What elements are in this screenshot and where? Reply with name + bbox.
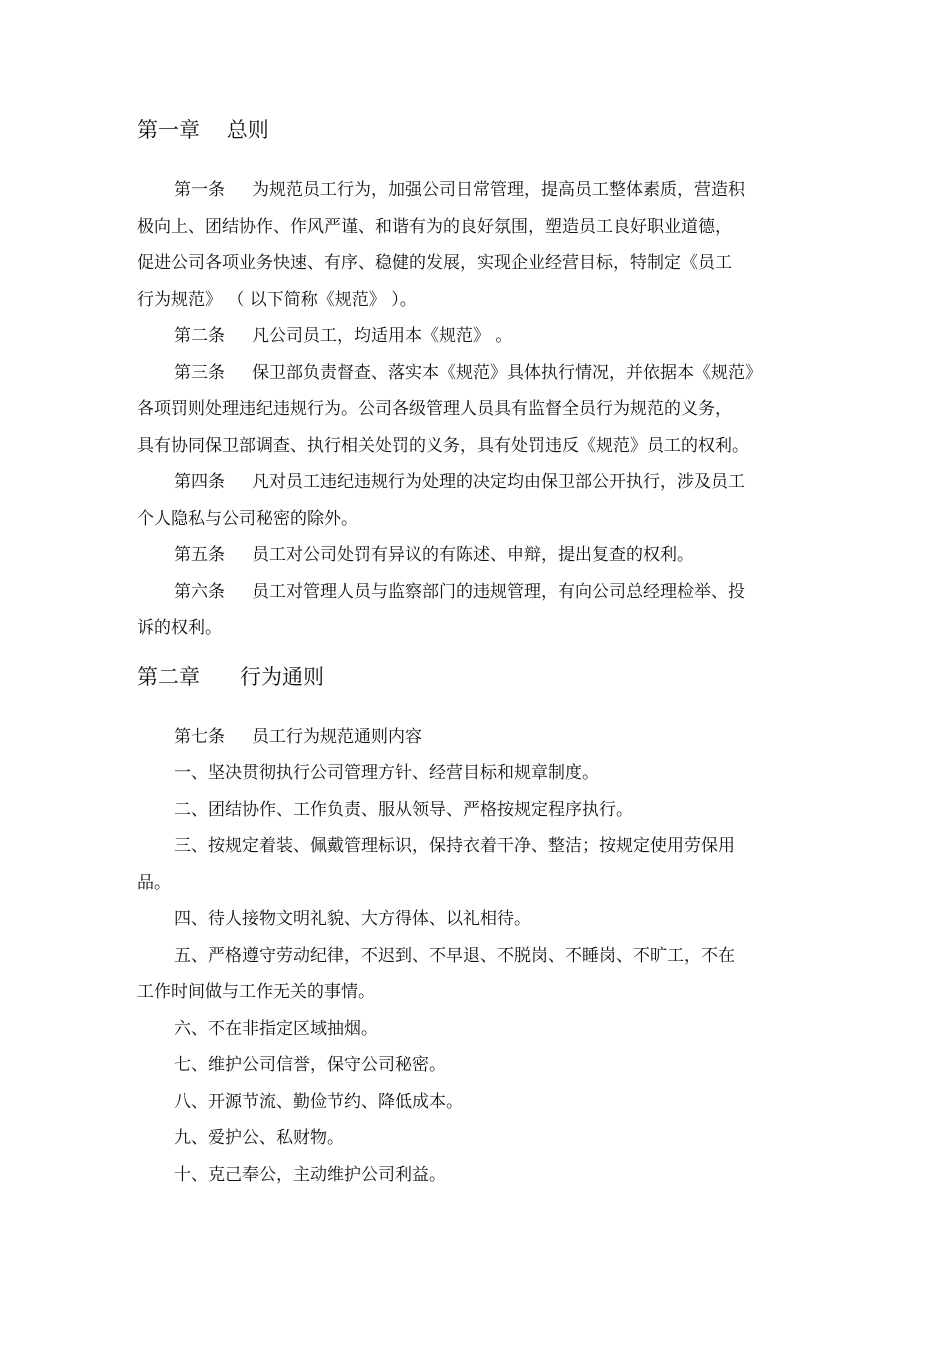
article-7: 第七条 员工行为规范通则内容 [174, 726, 423, 747]
list-item: 六、不在非指定区域抽烟。 [174, 1018, 378, 1039]
article-3 [137, 355, 787, 465]
document-page [137, 110, 787, 1193]
article-4-line: 个人隐私与公司秘密的除外。 [137, 508, 358, 529]
article-2: 第二条 凡公司员工，均适用本《规范》 。 [174, 326, 513, 346]
list-item: 八、开源节流、勤俭节约、降低成本。 [174, 1091, 463, 1112]
list-item-line: 三、按规定着装、佩戴管理标识，保持衣着干净、整洁；按规定使用劳保用 [174, 836, 735, 856]
list-item [137, 938, 787, 1011]
article-6-line: 第六条 员工对管理人员与监察部门的违规管理，有向公司总经理检举、投 [174, 581, 746, 602]
list-item [137, 828, 787, 901]
article-1-line: 行为规范》 （ 以下简称《规范》 ）。 [137, 289, 417, 310]
article-3-line: 第三条 保卫部负责督查、落实本《规范》具体执行情况，并依据本《规范》 [174, 362, 763, 383]
list-item: 二、团结协作、工作负责、服从领导、严格按规定程序执行。 [174, 799, 633, 820]
list-item: 一、坚决贯彻执行公司管理方针、经营目标和规章制度。 [174, 763, 599, 783]
list-item-line: 品。 [137, 872, 171, 893]
list-item: 九、爱护公、私财物。 [174, 1128, 344, 1148]
article-4-line: 第四条 凡对员工违纪违规行为处理的决定均由保卫部公开执行，涉及员工 [174, 472, 746, 492]
article-1-line: 极向上、团结协作、作风严谨、和谐有为的良好氛围，塑造员工良好职业道德， [137, 216, 732, 237]
article-3-line: 各项罚则处理违纪违规行为。公司各级管理人员具有监督全员行为规范的义务， [137, 399, 732, 419]
list-item-line: 五、严格遵守劳动纪律，不迟到、不早退、不脱岗、不睡岗、不旷工，不在 [174, 945, 735, 966]
list-item: 四、待人接物文明礼貌、大方得体、以礼相待。 [174, 909, 531, 929]
article-5: 第五条 员工对公司处罚有异议的有陈述、申辩，提出复查的权利。 [174, 545, 695, 565]
article-1-line: 促进公司各项业务快速、有序、稳健的发展，实现企业经营目标，特制定《员工 [137, 253, 732, 273]
chapter-2-title: 第二章 行为通则 [137, 664, 325, 689]
list-item-line: 工作时间做与工作无关的事情。 [137, 982, 375, 1002]
article-6-line: 诉的权利。 [137, 618, 222, 638]
list-item: 七、维护公司信誉，保守公司秘密。 [174, 1055, 446, 1075]
article-6 [137, 574, 787, 647]
article-1-line: 第一条 为规范员工行为，加强公司日常管理，提高员工整体素质，营造积 [174, 180, 746, 200]
article-4 [137, 464, 787, 537]
general-rules-list [137, 719, 787, 1194]
list-item: 十、克己奉公，主动维护公司利益。 [174, 1164, 446, 1185]
chapter-1-title: 第一章 总则 [137, 118, 269, 142]
article-1 [137, 172, 787, 318]
article-3-line: 具有协同保卫部调查、执行相关处罚的义务，具有处罚违反《规范》员工的权利。 [137, 435, 749, 456]
